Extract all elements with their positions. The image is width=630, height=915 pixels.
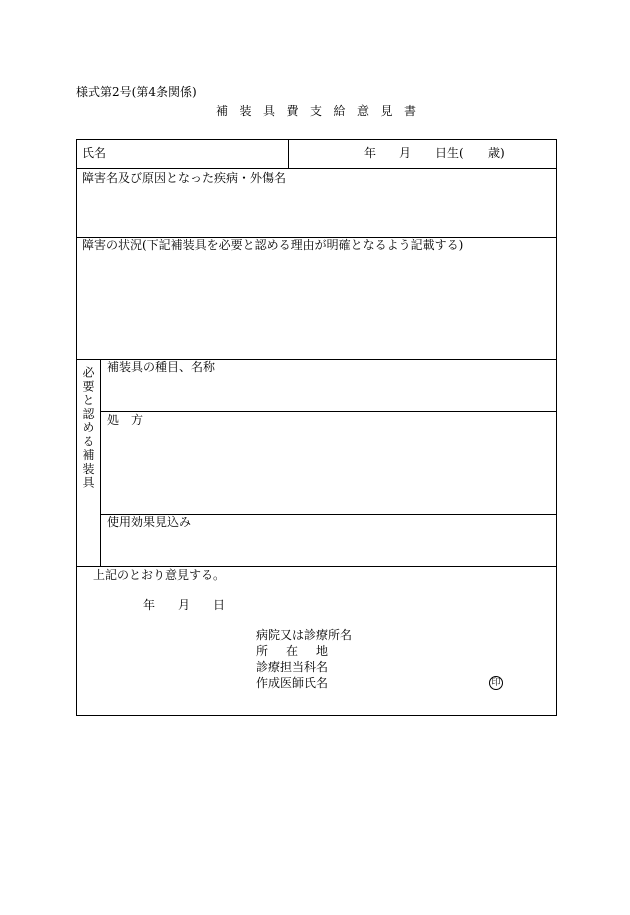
row-divider-name	[76, 168, 557, 169]
department-label: 診療担当科名	[256, 660, 329, 674]
declaration-date-month: 月	[178, 598, 191, 612]
row-divider-device-section	[76, 566, 557, 567]
expected-effect-label: 使用効果見込み	[107, 515, 192, 529]
form-number: 様式第2号(第4条関係)	[76, 85, 197, 99]
condition-label: 障害の状況(下記補装具を必要と認める理由が明確となるよう記載する)	[82, 238, 464, 252]
age-label: 歳)	[488, 146, 505, 160]
birth-day-label: 日生(	[435, 146, 464, 160]
row-divider-type-name	[100, 411, 557, 412]
diagnosis-label: 障害名及び原因となった疾病・外傷名	[82, 171, 287, 185]
device-type-name-label: 補装具の種目、名称	[107, 360, 216, 374]
seal-mark: 印	[489, 676, 503, 690]
address-label: 所 在 地	[256, 644, 327, 658]
device-section-side-label: 必要と認める補装具	[81, 366, 95, 490]
column-divider-device	[100, 359, 101, 566]
birth-month-label: 月	[399, 146, 412, 160]
declaration-date-year: 年	[143, 598, 156, 612]
doctor-name-label: 作成医師氏名	[256, 676, 329, 690]
birth-year-label: 年	[364, 146, 377, 160]
prescription-label: 処 方	[107, 413, 144, 427]
hospital-label: 病院又は診療所名	[256, 628, 353, 642]
declaration-statement: 上記のとおり意見する。	[93, 568, 226, 582]
declaration-date-day: 日	[213, 598, 226, 612]
name-label: 氏名	[82, 146, 107, 160]
form-title: 補 装 具 費 支 給 意 見 書	[216, 104, 416, 118]
column-divider-name	[288, 139, 289, 168]
